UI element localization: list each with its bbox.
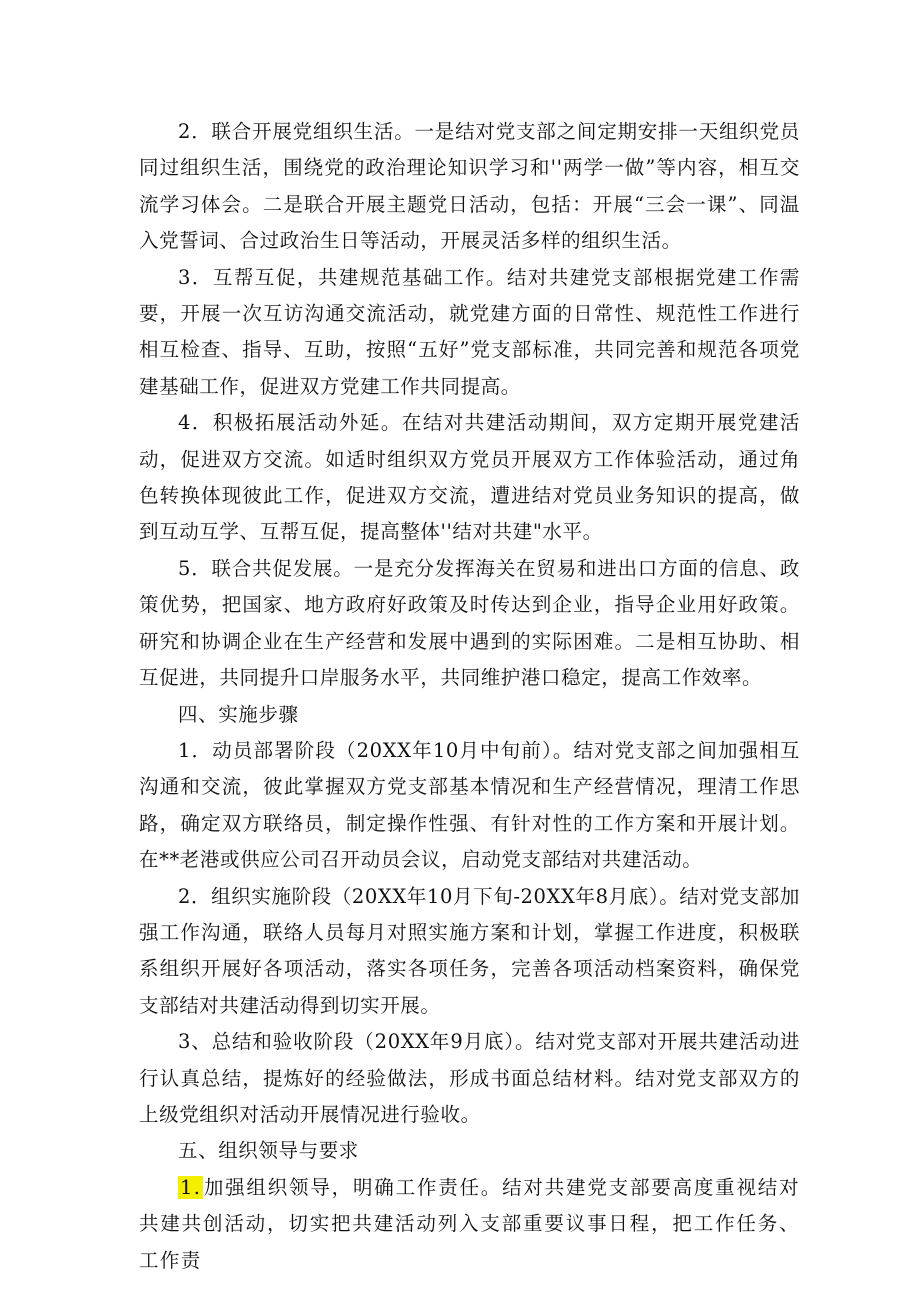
requirement-1-text: 加强组织领导，明确工作责任。结对共建党支部要高度重视结对共建共创活动，切实把共建活动列入支部重要议事日程，把工作任务、工作责 [139,1175,800,1272]
highlighted-number-marker: 1. [180,1175,202,1199]
paragraph-2: 2．联合开展党组织生活。一是结对党支部之间定期安排一天组织党员同过组织生活，围绕党的政治理论知识学习和''两学一做”等内容，相互交流学习体会。二是联合开展主题党日活动，包括：开展“三会一课”、同温入党誓词、合过政治生日等活动，开展灵活多样的组织生活。 [139,120,800,253]
step-1-paragraph: 1．动员部署阶段（20XX年10月中旬前）。结对党支部之间加强相互沟通和交流，彼此掌握双方党支部基本情况和生产经营情况，理清工作思路，确定双方联络员，制定操作性强、有针对性的工作方案和开展计划。在**老港或供应公司召开动员会议，启动党支部结对共建活动。 [139,738,800,872]
paragraph-5: 5．联合共促发展。一是充分发挥海关在贸易和进出口方面的信息、政策优势，把国家、地方政府好政策及时传达到企业，指导企业用好政策。研究和协调企业在生产经营和发展中遇到的实际困难。二是相互协助、相互促进，共同提升口岸服务水平，共同维护港口稳定，提高工作效率。 [139,556,800,690]
step-2-paragraph: 2．组织实施阶段（20XX年10月下旬-20XX年8月底）。结对党支部加强工作沟通，联络人员每月对照实施方案和计划，掌握工作进度，积极联系组织开展好各项活动，落实各项任务，完善各项活动档案资料，确保党支部结对共建活动得到切实开展。 [139,884,800,1017]
paragraph-3: 3．互帮互促，共建规范基础工作。结对共建党支部根据党建工作需要，开展一次互访沟通交流活动，就党建方面的日常性、规范性工作进行相互检查、指导、互助，按照“五好”党支部标准，共同完善和规范各项党建基础工作，促进双方党建工作共同提高。 [139,265,800,398]
step-3-paragraph: 3、总结和验收阶段（20XX年9月底）。结对党支部对开展共建活动进行认真总结，提炼好的经验做法，形成书面总结材料。结对党支部双方的上级党组织对活动开展情况进行验收。 [139,1030,800,1126]
paragraph-4: 4．积极拓展活动外延。在结对共建活动期间，双方定期开展党建活动，促进双方交流。如适时组织双方党员开展双方工作体验活动，通过角色转换体现彼此工作，促进双方交流，遭进结对党员业务知识的提高，做到互动互学、互帮互促，提高整体''结对共建"水平。 [139,411,800,544]
requirement-1-paragraph [139,1170,800,1279]
section-heading-5: 五、组织领导与要求 [178,1139,359,1163]
section-heading-4: 四、实施步骤 [178,702,299,726]
